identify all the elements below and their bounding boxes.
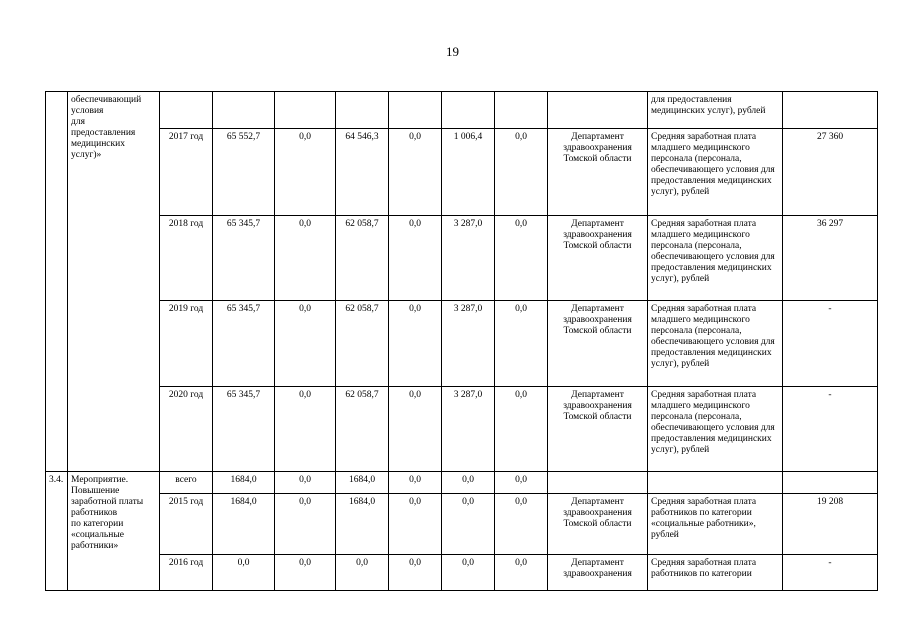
program-table <box>45 91 878 591</box>
value-cell: 0,0 <box>275 494 336 555</box>
value-cell: 0,0 <box>389 472 442 494</box>
value-cell: 0,0 <box>495 301 548 387</box>
value-cell: 0,0 <box>275 301 336 387</box>
value-cell: 0,0 <box>389 494 442 555</box>
year-cell: 2020 год <box>160 387 213 472</box>
value-cell: 0,0 <box>495 472 548 494</box>
value-cell: 0,0 <box>495 555 548 591</box>
indicator-value-cell: - <box>783 301 878 387</box>
executor-cell: Департамент здравоохранения Томской области <box>548 301 648 387</box>
year-cell: всего <box>160 472 213 494</box>
executor-cell: Департамент здравоохранения Томской области <box>548 387 648 472</box>
indicator-cell: Средняя заработная плата младшего медицинского персонала (персонала, обеспечивающего условия для предоставления медицинских услуг), рублей <box>648 129 783 216</box>
item-name: Мероприятие. Повышение заработной платы работников по категории «социальные работники» <box>68 472 160 591</box>
value-cell: 0,0 <box>275 472 336 494</box>
table-row <box>46 472 878 494</box>
table-row <box>46 555 878 591</box>
indicator-cell: Средняя заработная плата работников по категории <box>648 555 783 591</box>
value-cell: 0,0 <box>442 555 495 591</box>
value-cell: 0,0 <box>213 555 275 591</box>
value-cell: 3 287,0 <box>442 216 495 301</box>
value-cell: 65 345,7 <box>213 216 275 301</box>
value-cell: 1684,0 <box>213 494 275 555</box>
indicator-cell: Средняя заработная плата младшего медицинского персонала (персонала, обеспечивающего условия для предоставления медицинских услуг), рублей <box>648 387 783 472</box>
item-name: обеспечивающий условия для предоставления медицинских услуг)» <box>68 92 160 472</box>
item-number <box>46 92 68 472</box>
value-cell: 65 552,7 <box>213 129 275 216</box>
indicator-value-cell: 19 208 <box>783 494 878 555</box>
value-cell: 0,0 <box>495 494 548 555</box>
value-cell: 0,0 <box>275 555 336 591</box>
value-cell: 0,0 <box>275 387 336 472</box>
value-cell: 0,0 <box>442 494 495 555</box>
value-cell: 65 345,7 <box>213 387 275 472</box>
value-cell: 65 345,7 <box>213 301 275 387</box>
item-number: 3.4. <box>46 472 68 591</box>
value-cell: 1 006,4 <box>442 129 495 216</box>
year-cell: 2017 год <box>160 129 213 216</box>
value-cell: 62 058,7 <box>336 216 389 301</box>
executor-cell: Департамент здравоохранения <box>548 555 648 591</box>
year-cell: 2019 год <box>160 301 213 387</box>
year-cell: 2015 год <box>160 494 213 555</box>
page-number: 19 <box>446 44 459 59</box>
indicator-cell: Средняя заработная плата работников по категории «социальные работники», рублей <box>648 494 783 555</box>
value-cell: 62 058,7 <box>336 387 389 472</box>
value-cell: 1684,0 <box>336 494 389 555</box>
indicator-value-cell: 27 360 <box>783 129 878 216</box>
table-row <box>46 301 878 387</box>
value-cell: 1684,0 <box>336 472 389 494</box>
table-row <box>46 494 878 555</box>
value-cell: 0,0 <box>442 472 495 494</box>
value-cell: 0,0 <box>495 216 548 301</box>
indicator-value-cell: 36 297 <box>783 216 878 301</box>
value-cell: 3 287,0 <box>442 301 495 387</box>
table-row <box>46 92 878 129</box>
indicator-cell: для предоставления медицинских услуг), рублей <box>648 92 783 129</box>
indicator-value-cell: - <box>783 555 878 591</box>
value-cell: 3 287,0 <box>442 387 495 472</box>
value-cell: 0,0 <box>389 555 442 591</box>
table-row <box>46 216 878 301</box>
value-cell: 1684,0 <box>213 472 275 494</box>
value-cell: 62 058,7 <box>336 301 389 387</box>
executor-cell: Департамент здравоохранения Томской области <box>548 129 648 216</box>
executor-cell: Департамент здравоохранения Томской области <box>548 494 648 555</box>
value-cell: 0,0 <box>336 555 389 591</box>
table-row <box>46 387 878 472</box>
year-cell: 2016 год <box>160 555 213 591</box>
value-cell: 0,0 <box>389 216 442 301</box>
value-cell: 0,0 <box>495 129 548 216</box>
value-cell: 0,0 <box>495 387 548 472</box>
indicator-value-cell: - <box>783 387 878 472</box>
value-cell: 0,0 <box>275 129 336 216</box>
year-cell: 2018 год <box>160 216 213 301</box>
indicator-cell: Средняя заработная плата младшего медицинского персонала (персонала, обеспечивающего условия для предоставления медицинских услуг), рублей <box>648 301 783 387</box>
value-cell: 0,0 <box>389 387 442 472</box>
indicator-cell: Средняя заработная плата младшего медицинского персонала (персонала, обеспечивающего условия для предоставления медицинских услуг), рублей <box>648 216 783 301</box>
value-cell: 0,0 <box>389 129 442 216</box>
value-cell: 0,0 <box>389 301 442 387</box>
value-cell: 0,0 <box>275 216 336 301</box>
executor-cell: Департамент здравоохранения Томской области <box>548 216 648 301</box>
value-cell: 64 546,3 <box>336 129 389 216</box>
table-row <box>46 129 878 216</box>
